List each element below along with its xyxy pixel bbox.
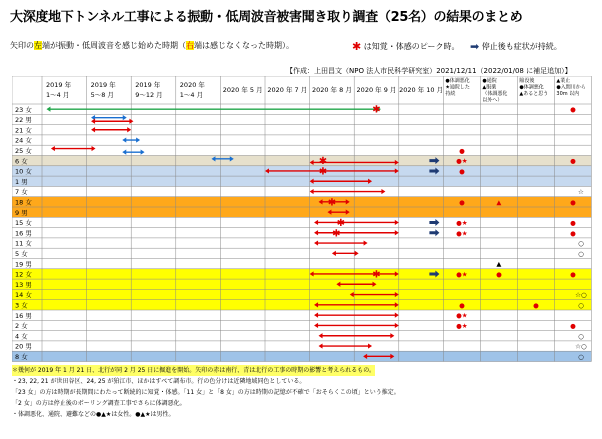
row-label: 16 男 (15, 229, 32, 238)
row-label: 5 女 (15, 250, 28, 258)
double-arrow (314, 240, 368, 245)
symptom-mark: ☆ (577, 188, 584, 197)
symptom-mark: ● (496, 270, 502, 279)
arrow-head-right (123, 115, 127, 120)
arrow-head-right (127, 127, 131, 132)
col-header-year: 2019 年 (46, 81, 72, 89)
arrow-head-left (314, 230, 318, 235)
arrow-head-right (364, 240, 368, 245)
row-label: 25 女 (15, 147, 32, 155)
legend-left-label: 左 (34, 41, 42, 50)
legend-persist-text: 停止後も症状が持続。 (481, 42, 562, 51)
note-line: ・体調悪化、通院、避難などの●▲★は女性。●▲★は男性。 (12, 411, 175, 418)
double-arrow (314, 220, 399, 225)
arrow-head-left (314, 313, 318, 318)
arrow-head-left (314, 220, 318, 225)
note-line: ・23, 22, 21 が世田谷区、24, 25 が狛江市、ほかはすべて調布市。行の色分けは近隣地域同色としている。 (12, 378, 306, 385)
symptom-mark: ○ (578, 249, 584, 258)
arrow-head-right (368, 343, 372, 348)
row-label: 8 女 (15, 353, 28, 361)
symptom-mark: ○ (578, 301, 584, 310)
row-label: 9 男 (15, 208, 28, 217)
symptom-mark: ● (459, 167, 465, 176)
symptom-header-line: 陥没後 (519, 78, 535, 84)
double-arrow (319, 343, 373, 348)
symptom-mark: ▲ (496, 198, 502, 207)
arrow-head-right (141, 150, 145, 155)
symptom-header-line: ●体調悪化 (519, 84, 544, 91)
symptom-mark: ● (570, 321, 576, 330)
symptom-mark: ☆○ (575, 342, 587, 351)
row-band (12, 351, 591, 361)
symptom-mark: ●★ (456, 157, 468, 166)
legend-persist (470, 40, 562, 53)
arrow-head-right (355, 251, 359, 256)
arrow-head-left (46, 107, 50, 112)
symptom-mark: ● (570, 105, 576, 114)
arrow-head-left (332, 251, 336, 256)
symptom-header-line: ▲あると思う (519, 91, 549, 97)
row-label: 13 男 (15, 280, 32, 289)
symptom-mark: ● (459, 198, 465, 207)
arrow-head-left (91, 127, 95, 132)
row-band (12, 269, 591, 279)
continued-arrow (429, 229, 439, 236)
row-label: 12 女 (15, 270, 32, 279)
double-arrow (319, 333, 395, 338)
row-label: 21 女 (15, 126, 32, 135)
symptom-header-line: 持続 (445, 91, 456, 97)
arrow-head-left (319, 333, 323, 338)
symptom-mark: ● (570, 270, 576, 279)
symptom-header-line: ●通院 (482, 78, 497, 84)
symptom-mark: ●★ (456, 270, 468, 279)
row-label: 3 女 (15, 301, 28, 310)
symptom-mark: ●★ (456, 311, 468, 320)
col-header-year: 2020 年 (179, 81, 205, 89)
symptom-mark: ●★ (456, 321, 468, 330)
symptom-mark: ● (570, 218, 576, 227)
peak-marker: ✱ (327, 197, 337, 209)
row-label: 4 女 (15, 332, 28, 341)
arrow-head-right (395, 220, 399, 225)
peak-marker: ✱ (318, 166, 328, 178)
double-arrow (91, 115, 127, 120)
col-header-month: 2020 年 10 月 (399, 86, 444, 94)
symptom-mark: ○ (578, 332, 584, 341)
row-label: 20 男 (15, 342, 32, 351)
row-label: 23 女 (15, 105, 32, 114)
page-title: 大深度地下トンネル工事による振動・低周波音被害聞き取り調査（25名）の結果のまとめ (10, 10, 523, 25)
double-arrow (314, 313, 399, 318)
col-header-month: 2020 年 5 月 (222, 86, 263, 94)
double-arrow (310, 189, 386, 194)
continued-arrow (429, 219, 439, 226)
col-header-month: 2020 年 8 月 (311, 86, 352, 94)
legend-arrow (10, 40, 294, 51)
symptom-mark: ● (570, 157, 576, 166)
symptom-mark: ● (459, 301, 465, 310)
arrow-head-right (395, 313, 399, 318)
arrow-head-right (381, 189, 385, 194)
peak-marker: ✱ (336, 217, 346, 229)
col-header-months: 9〜12 月 (135, 91, 163, 99)
note-line: 「2 女」の方は停止後のボーリング調査工事でさらに体調悪化。 (12, 400, 186, 407)
row-label: 14 女 (15, 291, 32, 300)
arrow-head-left (319, 343, 323, 348)
row-label: 2 女 (15, 322, 28, 331)
legend-arrow-prefix: 矢印の (10, 41, 34, 50)
symptom-header-line: ★通院した (445, 84, 470, 91)
arrow-head-left (122, 150, 126, 155)
row-label: 11 女 (15, 239, 32, 248)
legend-peak (352, 40, 459, 53)
symptom-mark: ● (459, 146, 465, 155)
legend-right-text: 端は感じなくなった時期）。 (194, 41, 294, 50)
row-label: 16 男 (15, 311, 32, 320)
arrow-head-right (390, 333, 394, 338)
row-label: 18 女 (15, 198, 32, 207)
peak-marker: ✱ (372, 269, 381, 281)
arrow-head-right (395, 230, 399, 235)
legend-peak-text: は知覚・体感のピーク時。 (363, 42, 460, 51)
symptom-mark: ▲ (496, 260, 502, 269)
col-header-months: 1〜4 月 (179, 91, 204, 99)
symptom-header-line: ●入間川から (556, 84, 586, 91)
col-header-month: 2020 年 7 月 (267, 86, 308, 94)
row-label: 22 男 (15, 116, 32, 125)
row-band (12, 300, 591, 310)
double-arrow (314, 230, 399, 235)
legend-right-label: 右 (186, 41, 194, 50)
symptom-mark: ●★ (456, 218, 468, 227)
peak-star-icon: ✱ (352, 40, 362, 53)
row-label: 19 男 (15, 260, 32, 269)
col-header-year: 2019 年 (90, 81, 116, 89)
note-line: ＊幾何が 2019 年 1 月 21 日、北行が同 2 月 25 日に掘進を開始。矢印の赤は南行、青は北行の工事の時期の影響と考えられるもの。 (12, 367, 376, 374)
arrow-head-right (92, 146, 96, 151)
arrow-head-left (314, 240, 318, 245)
symptom-header-line: （体調悪化 (482, 91, 508, 97)
arrow-head-right (136, 137, 140, 142)
col-header-year: 2019 年 (135, 81, 161, 89)
symptom-mark: ○ (578, 352, 584, 361)
col-header-months: 1〜4 月 (46, 91, 70, 99)
peak-marker: ✱ (318, 156, 328, 168)
row-label: 10 女 (15, 167, 32, 176)
row-label: 6 女 (15, 157, 28, 166)
symptom-mark: ● (570, 198, 576, 207)
symptom-mark: ○ (578, 239, 584, 248)
symptom-header-line: ▲業止 (556, 78, 571, 84)
arrow-head-left (91, 119, 95, 124)
symptom-mark: ●★ (456, 229, 468, 238)
arrow-head-left (314, 323, 318, 328)
symptom-mark: ☆○ (575, 291, 587, 300)
double-arrow (122, 150, 144, 155)
arrow-head-left (51, 146, 55, 151)
symptom-mark: ● (570, 229, 576, 238)
row-label: 1 男 (15, 177, 28, 186)
notes (12, 365, 400, 420)
row-label: 15 女 (15, 219, 32, 228)
col-header-months: 5〜8 月 (90, 91, 114, 99)
timeline-table (12, 76, 592, 364)
double-arrow (314, 323, 399, 328)
symptom-header-line: ●体調悪化 (445, 78, 470, 84)
note-line: 「23 女」の方は時期が長期間にわたって断続的に知覚・体感。「11 女」と「8 女」の方は時期の記憶が不確で「おそらくこの頃」という推定。 (12, 389, 400, 396)
row-band (12, 176, 591, 186)
double-arrow (332, 251, 359, 256)
row-band (12, 156, 591, 166)
credit: 【作成：上田昌文（NPO 法人市民科学研究室）2021/12/11（2022/01/08 に補足追加）】 (286, 67, 572, 75)
row-band (12, 289, 591, 299)
col-header-month: 2020 年 9 月 (356, 86, 397, 94)
peak-marker: ✱ (372, 104, 381, 116)
arrow-head-left (122, 137, 126, 142)
row-band (12, 207, 591, 217)
arrow-head-left (310, 189, 314, 194)
double-arrow (51, 146, 96, 151)
legend-mid-text: 端が振動・低周波音を感じ始めた時期（ (42, 41, 186, 50)
double-arrow (91, 119, 133, 124)
symptom-header-line: 30m 以内 (556, 91, 580, 97)
symptom-mark: ● (533, 301, 539, 310)
symptom-header-line: ▲服薬 (482, 84, 497, 91)
symptom-header-line: 以外へ） (482, 97, 503, 104)
arrow-head-right (395, 323, 399, 328)
double-arrow (46, 107, 381, 112)
row-band (12, 197, 591, 207)
row-label: 24 女 (15, 136, 32, 145)
row-label: 7 女 (15, 188, 28, 197)
peak-marker: ✱ (332, 228, 341, 240)
persist-arrow-icon: ➡ (470, 40, 480, 53)
double-arrow (91, 127, 131, 132)
row-band (12, 279, 591, 289)
